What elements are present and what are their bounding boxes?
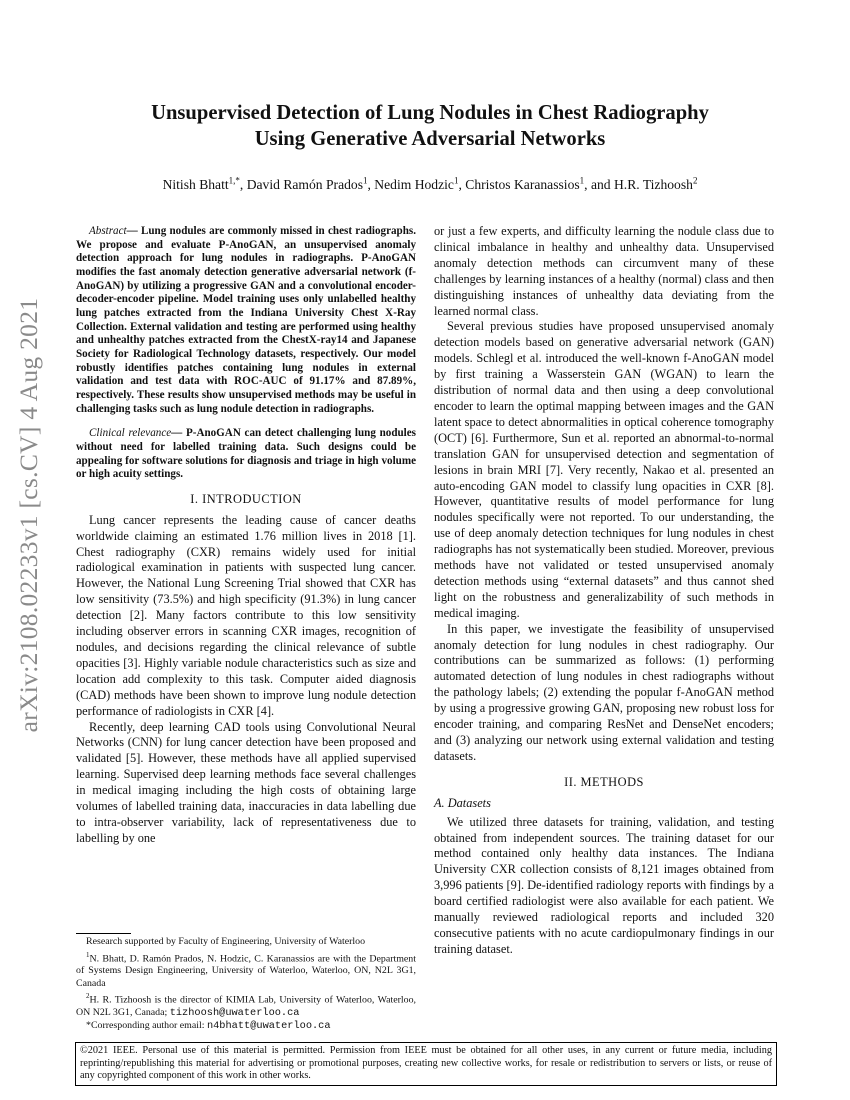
title-line-1: Unsupervised Detection of Lung Nodules in Chest Radiography: [151, 102, 709, 124]
section-heading-methods: II. METHODS: [564, 774, 644, 789]
footnote-affiliation-1: $^1$N. Bhatt, D. Ramón Prados, N. Hodzic, C. Karanassios are with the Department of Systems Design Engineering, University of Waterloo, Waterloo, ON, N2L 3G1, Canada: [76, 950, 416, 989]
body-paragraph: In this paper, we investigate the feasibility of unsupervised anomaly detection for lung nodules in chest radiography. Our contributions can be summarized as follows: (1) performing automated detection of lung nodules in chest radiographs without the pathology labels; (2) extending the popular f-AnoGAN method by using a progressive growing GAN, proposing new robust loss for encoder training, and comparing ResNet and DenseNet encoders; and (3) analyzing our network using external validation and testing datasets.: [434, 621, 774, 763]
subsection-heading-datasets: A. Datasets: [434, 795, 491, 810]
copyright-notice: ©2021 IEEE. Personal use of this material is permitted. Permission from IEEE must be obtained for all other uses, in any current or future media, including reprinting/republishing this material for advertising or promotional purposes, creating new collective works, for resale or redistribution to servers or lists, or reuse of any copyrighted component of this work in other works.: [75, 1042, 777, 1086]
footnote-affiliation-2: $^2$H. R. Tizhoosh is the director of KIMIA Lab, University of Waterloo, Waterloo, ON N2L 3G1, Canada; tizhoosh@uwaterloo.ca: [76, 992, 416, 1020]
body-paragraph: Several previous studies have proposed unsupervised anomaly detection models based on generative adversarial network (GAN) models. Schlegl et al. introduced the well-known f-AnoGAN model by first training a Wasserstein GAN (WGAN) to learn the distribution of normal data and then using a deep convolutional encoder to learn the optimal mapping between images and the GAN latent space to detect abnormalities in optical coherence tomography (OCT) [6]. Furthermore, Sun et al. reported an abnormal-to-normal translation GAN for unsupervised detection and segmentation of lesions in brain MRI [7]. Very recently, Nakao et al. presented an auto-encoding GAN model to classify lung opacities in CXR [8]. However, quantitative results of model performance for lung nodules specifically were not reported. To our understanding, the use of deep anomaly detection techniques for lung nodules in chest radiographs has not systematically been studied. Moreover, previous methods have not validated or tested unsupervised anomaly detection methods using “external datasets” and thus cannot shed light on the robustness and generalizability of such methods in medical imaging.: [434, 319, 774, 620]
clinical-relevance: Clinical relevance— P-AnoGAN can detect challenging lung nodules without need for labelled training data. Such designs could be appealing for software solutions for diagnosis and triage in high volume or high acuity settings.: [76, 427, 416, 481]
author: David Ramón Prados$^1$,: [246, 175, 375, 192]
author: Nedim Hodzic$^1$,: [374, 175, 466, 192]
arxiv-stamp: arXiv:2108.02233v1 [cs.CV] 4 Aug 2021: [14, 297, 43, 733]
abstract: Abstract— Lung nodules are commonly missed in chest radiographs. We propose and evaluate P-AnoGAN, an unsupervised anomaly detection approach for lung nodules in radiographs. P-AnoGAN modifies the fast anomaly detection generative adversarial network (f-AnoGAN) by utilizing a progressive GAN and a convolutional encoder-decoder-encoder pipeline. Model training uses only unlabelled healthy lung patches extracted from the Indiana University Chest X-Ray Collection. External validation and testing are performed using healthy and unhealthy patches extracted from the ChestX-ray14 and Japanese Society for Radiological Technology datasets, respectively. Our model robustly identifies patches containing lung nodules in external validation and test data with ROC-AUC of 91.17% and 87.89%, respectively. These results show unsupervised methods may be useful in challenging tasks such as lung nodule detection in radiographs.: [76, 225, 416, 415]
author-list: [60, 175, 800, 193]
clinical-relevance-label: Clinical relevance: [89, 427, 172, 440]
footnote-corresponding: *Corresponding author email: n4bhatt@uwaterloo.ca: [86, 1019, 331, 1032]
body-paragraph: We utilized three datasets for training, validation, and testing obtained from independent sources. The training dataset for our method contained only healthy data instances. The Indiana University CXR collection consists of 8,121 images obtained from 3,996 patients [9]. De-identified radiology reports with findings by a board certified radiologist were also available for each patient. We manually reviewed radiological reports and included 320 consecutive patients with no acute cardiopulmonary findings in our training dataset.: [434, 814, 774, 956]
author: Nitish Bhatt$^{1,*}$,: [162, 175, 247, 192]
footnote-divider: [76, 933, 131, 934]
abstract-label: Abstract: [89, 225, 127, 237]
body-paragraph: Lung cancer represents the leading cause of cancer deaths worldwide claiming an estimated 1.76 million lives in 2018 [1]. Chest radiography (CXR) remains widely used for initial radiological examination in patients with suspected lung cancer. However, the National Lung Screening Trial showed that CXR has low sensitivity (73.5%) and high specificity (91.3%) in lung cancer detection [2]. Many factors contribute to this low sensitivity including observer errors in scanning CXR images, recognition of nodules, and decisions regarding the clinical relevance of subtle opacities [3]. Highly variable nodule characteristics such as size and location add complexity to this task. Computer aided diagnosis (CAD) methods have been shown to improve lung nodule detection performance of radiologists in CXR [4].: [76, 512, 416, 718]
left-column: [76, 225, 416, 847]
footnotes: [76, 933, 416, 1032]
email-link[interactable]: tizhoosh@uwaterloo.ca: [169, 1007, 300, 1020]
author: H.R. Tizhoosh$^2$: [613, 175, 698, 192]
title-line-2: Using Generative Adversarial Networks: [254, 128, 606, 150]
right-column: [434, 224, 774, 958]
email-link[interactable]: n4bhatt@uwaterloo.ca: [206, 1019, 331, 1032]
body-paragraph: Recently, deep learning CAD tools using Convolutional Neural Networks (CNN) for lung cancer detection have been proposed and validated [5]. However, these methods have all applied supervised learning. Supervised deep learning methods face several challenges in medical imaging including the high costs of obtaining large volumes of labelled training data, inaccuracies in data labelling due to intra-observer variability, lack of representativeness due to labelling by one: [76, 719, 416, 845]
section-heading-introduction: I. INTRODUCTION: [190, 491, 302, 506]
paper-title: [60, 100, 800, 152]
footnote-support: Research supported by Faculty of Engineering, University of Waterloo: [86, 936, 366, 947]
body-paragraph: or just a few experts, and difficulty learning the nodule class due to clinical imbalance in healthy and unhealthy data. Unsupervised anomaly detection methods can circumvent many of these challenges by learning instances of a healthy (normal) class and then distinguishing instances of unhealthy data deviating from the learned normal class.: [434, 224, 774, 318]
author: Christos Karanassios$^1$, and: [465, 175, 614, 192]
